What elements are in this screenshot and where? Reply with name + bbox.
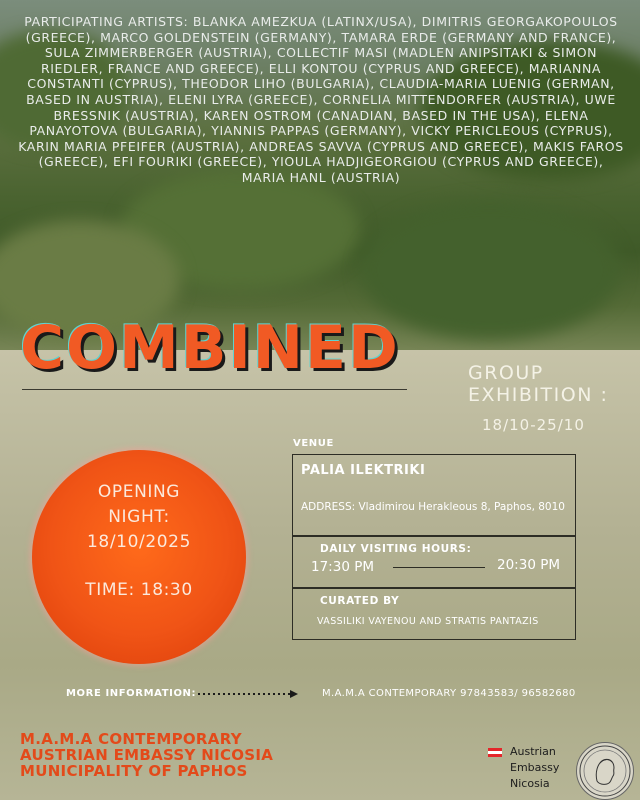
- embassy-logo: [510, 744, 559, 792]
- curated-box: [292, 588, 576, 640]
- hours-to: 20:30 PM: [497, 557, 560, 573]
- exhibition-title: COMBINED: [20, 313, 400, 383]
- venue-name: PALIA ILEKTRIKI: [301, 463, 426, 478]
- more-info-value: M.A.M.A CONTEMPORARY 97843583/ 96582680: [322, 688, 576, 699]
- dotted-arrow-icon: [198, 688, 298, 700]
- curated-label: CURATED BY: [320, 595, 400, 607]
- embassy-line-3: Nicosia: [510, 777, 550, 790]
- opening-line-2: NIGHT:: [108, 507, 170, 527]
- curator-names: VASSILIKI VAYENOU AND STRATIS PANTAZIS: [317, 616, 539, 627]
- visiting-hours-label: DAILY VISITING HOURS:: [320, 543, 472, 555]
- hours-divider: [393, 567, 485, 568]
- opening-night-circle: [32, 450, 246, 664]
- exhibition-line: EXHIBITION :: [468, 384, 609, 406]
- artists-list: PARTICIPATING ARTISTS: BLANKA AMEZKUA (LATINX/USA), DIMITRIS GEORGAKOPOULOS (GREECE), MARCO GOLDENSTEIN (GERMANY), TAMARA ERDE (GERMANY AND FRANCE), SULA ZIMMERBERGER (AUSTRIA), COLLECTIF MASI (MADLEN ANIPSITAKI & SIMON RIEDLER, FRANCE AND GREECE), ELLI KONTOU (CYPRUS AND GREECE), MARIANNA CONSTANTI (CYPRUS), THEODOR LIHO (BULGARIA), CLAUDIA-MARIA LUENIG (GERMAN, BASED IN AUSTRIA), ELENI LYRA (GREECE), CORNELIA MITTENDORFER (AUSTRIA), UWE BRESSNIK (AUSTRIA), KAREN OSTROM (CANADIAN, BASED IN THE USA), ELENA PANAYOTOVA (BULGARIA), YIANNIS PAPPAS (GERMANY), VICKY PERICLEOUS (CYPRUS), KARIN MARIA PFEIFER (AUSTRIA), ANDREAS SAVVA (CYPRUS AND GREECE), MAKIS FAROS (GREECE), EFI FOURIKI (GREECE), YIOULA HADJIGEORGIOU (CYPRUS AND GREECE), MARIA HANL (AUSTRIA): [18, 14, 624, 185]
- opening-line-1: OPENING: [97, 482, 181, 502]
- visiting-hours-box: [292, 536, 576, 588]
- partners-list: [20, 731, 273, 779]
- embassy-line-1: Austrian: [510, 745, 556, 758]
- exhibition-dates: 18/10-25/10: [482, 416, 585, 434]
- austria-flag-icon: [488, 748, 502, 757]
- more-info-label: MORE INFORMATION:: [66, 688, 197, 699]
- title-divider: [22, 389, 407, 390]
- partner-municipality: MUNICIPALITY OF PAPHOS: [20, 762, 248, 780]
- group-exhibition-heading: [468, 362, 608, 406]
- group-line: GROUP: [468, 362, 544, 384]
- venue-box: [292, 454, 576, 536]
- opening-date: 18/10/2025: [87, 532, 191, 552]
- embassy-line-2: Embassy: [510, 761, 560, 774]
- partner-embassy: AUSTRIAN EMBASSY NICOSIA: [20, 746, 274, 764]
- venue-address: ADDRESS: Vladimirou Herakleous 8, Paphos, 8010: [301, 501, 565, 513]
- opening-time: TIME: 18:30: [85, 580, 193, 600]
- coin-portrait-icon: [576, 742, 634, 800]
- hours-from: 17:30 PM: [311, 559, 374, 575]
- venue-label: VENUE: [293, 438, 334, 449]
- partner-mama: M.A.M.A CONTEMPORARY: [20, 730, 242, 748]
